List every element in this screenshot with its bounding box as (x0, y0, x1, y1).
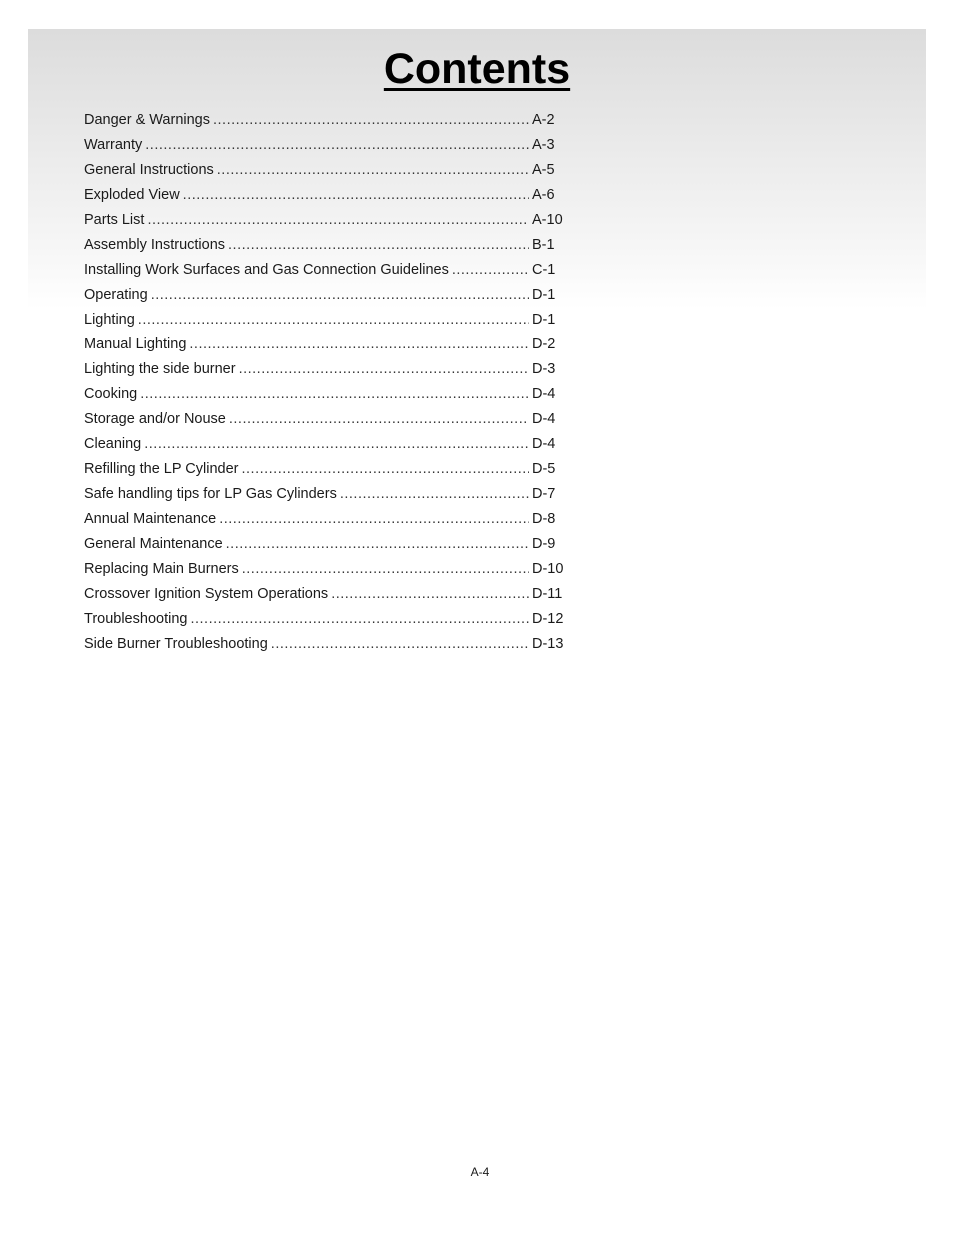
toc-leader-dots (189, 332, 529, 357)
toc-entry-general-instructions[interactable] (84, 158, 574, 183)
toc-leader-dots (226, 532, 529, 557)
toc-entry-page: C-1 (532, 261, 556, 278)
toc-entry-page: D-12 (532, 610, 564, 627)
toc-entry-storage[interactable] (84, 407, 574, 432)
toc-entry-page: D-4 (532, 386, 556, 403)
toc-entry-page: D-9 (532, 535, 556, 552)
toc-entry-manual-lighting[interactable] (84, 332, 574, 357)
toc-entry-page: D-4 (532, 411, 556, 428)
toc-entry-title: Annual Maintenance (84, 511, 217, 527)
toc-entry-page: A-3 (532, 136, 555, 153)
toc-leader-dots (183, 183, 529, 208)
toc-entry-title: Installing Work Surfaces and Gas Connection Guidelines (84, 261, 449, 278)
toc-entry-title: Lighting the side burner (84, 361, 236, 378)
toc-entry-title: Danger & Warnings (84, 112, 210, 128)
toc-entry-refilling-lp-cylinder[interactable] (84, 457, 574, 482)
toc-leader-dots (145, 133, 529, 158)
toc-entry-page: A-5 (532, 161, 555, 178)
toc-entry-lighting-side-burner[interactable] (84, 357, 574, 382)
toc-entry-general-maintenance[interactable] (84, 532, 574, 557)
toc-leader-dots (217, 158, 529, 183)
toc-entry-annual-maintenance[interactable] (84, 507, 574, 532)
toc-entry-cooking[interactable] (84, 382, 574, 407)
toc-entry-cleaning[interactable] (84, 432, 574, 457)
toc-entry-title: General Instructions (84, 161, 214, 178)
toc-entry-page: D-13 (532, 635, 564, 652)
toc-entry-operating[interactable] (84, 283, 574, 308)
toc-entry-page: D-11 (532, 585, 563, 602)
table-of-contents (84, 108, 574, 657)
toc-entry-page: A-2 (532, 112, 555, 128)
toc-leader-dots (340, 482, 529, 507)
page-title: Contents (383, 45, 571, 93)
toc-entry-page: D-2 (532, 336, 556, 353)
toc-entry-lighting[interactable] (84, 308, 574, 333)
toc-entry-exploded-view[interactable] (84, 183, 574, 208)
toc-leader-dots (239, 357, 529, 382)
toc-entry-title: Lighting (84, 311, 135, 328)
toc-leader-dots (241, 457, 529, 482)
toc-entry-title: Safe handling tips for LP Gas Cylinders (84, 486, 337, 503)
toc-entry-page: D-8 (532, 511, 556, 527)
toc-leader-dots (147, 208, 529, 233)
toc-entry-danger-warnings[interactable] (84, 108, 574, 133)
toc-entry-page: D-5 (532, 461, 556, 478)
toc-entry-assembly-instructions[interactable] (84, 233, 574, 258)
toc-leader-dots (213, 108, 529, 133)
toc-leader-dots (190, 607, 529, 632)
toc-entry-title: Manual Lighting (84, 336, 187, 353)
toc-entry-warranty[interactable] (84, 133, 574, 158)
toc-entry-title: Cleaning (84, 436, 142, 453)
toc-entry-page: D-10 (532, 560, 564, 577)
toc-entry-title: Storage and/or Nouse (84, 411, 226, 428)
toc-leader-dots (151, 283, 529, 308)
toc-entry-parts-list[interactable] (84, 208, 574, 233)
toc-leader-dots (331, 582, 529, 607)
toc-entry-replacing-main-burners[interactable] (84, 557, 574, 582)
toc-entry-page: A-6 (532, 186, 555, 203)
toc-entry-page: D-1 (532, 311, 556, 328)
toc-entry-page: D-7 (532, 486, 556, 503)
toc-entry-title: Exploded View (84, 186, 180, 203)
toc-leader-dots (228, 233, 529, 258)
toc-entry-title: General Maintenance (84, 535, 223, 552)
toc-entry-title: Parts List (84, 211, 145, 228)
toc-entry-side-burner-troubleshooting[interactable] (84, 632, 574, 657)
toc-entry-page: D-1 (532, 286, 556, 303)
toc-leader-dots (452, 258, 529, 283)
toc-entry-title: Operating (84, 286, 148, 303)
toc-entry-page: D-4 (532, 436, 556, 453)
toc-entry-troubleshooting[interactable] (84, 607, 574, 632)
toc-leader-dots (144, 432, 529, 457)
toc-entry-page: A-10 (532, 211, 563, 228)
toc-leader-dots (229, 407, 529, 432)
toc-entry-title: Warranty (84, 136, 143, 153)
toc-entry-title: Cooking (84, 386, 138, 403)
toc-leader-dots (140, 382, 529, 407)
toc-leader-dots (138, 308, 529, 333)
toc-entry-safe-handling-tips[interactable] (84, 482, 574, 507)
toc-entry-page: B-1 (532, 236, 555, 253)
toc-entry-title: Replacing Main Burners (84, 560, 239, 577)
toc-entry-crossover-ignition[interactable] (84, 582, 574, 607)
toc-leader-dots (242, 557, 529, 582)
toc-entry-installing-work-surfaces[interactable] (84, 258, 574, 283)
toc-entry-page: D-3 (532, 361, 556, 378)
toc-entry-title: Refilling the LP Cylinder (84, 461, 239, 478)
toc-entry-title: Assembly Instructions (84, 236, 226, 253)
toc-entry-title: Troubleshooting (84, 610, 188, 627)
page-number: A-4 (470, 1165, 490, 1179)
toc-leader-dots (219, 507, 529, 532)
toc-entry-title: Crossover Ignition System Operations (84, 585, 329, 602)
toc-entry-title: Side Burner Troubleshooting (84, 635, 268, 652)
toc-leader-dots (271, 632, 529, 657)
